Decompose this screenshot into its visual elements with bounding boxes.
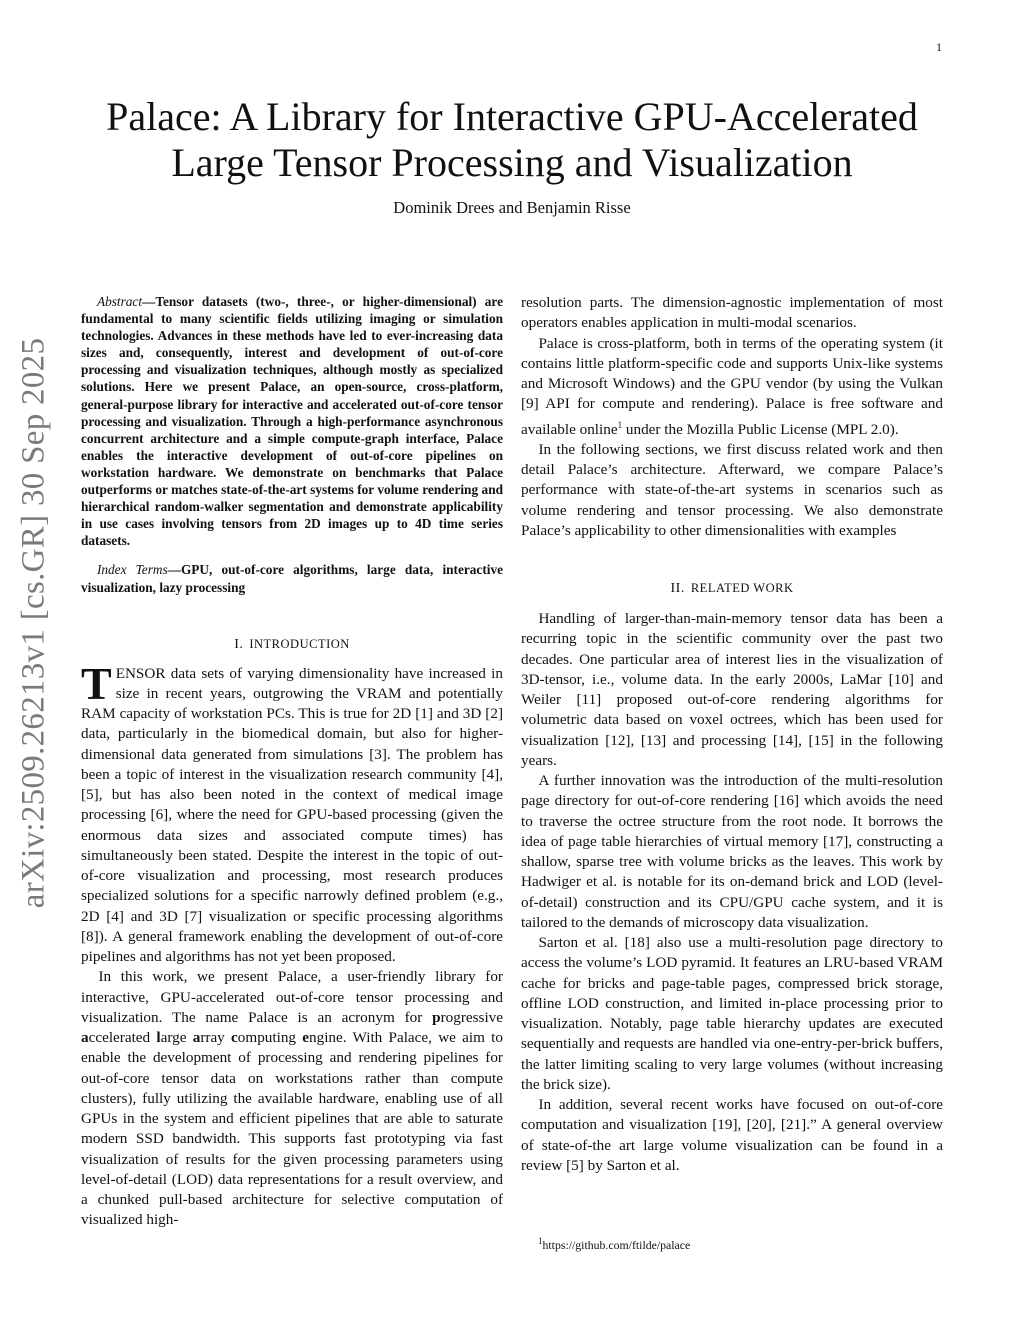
section-number: II.	[670, 581, 685, 597]
arxiv-stamp: arXiv:2509.26213v1 [cs.GR] 30 Sep 2025	[15, 337, 52, 909]
left-column	[81, 293, 503, 1231]
section-title: INTRODUCTION	[249, 636, 350, 651]
abstract-text: —Tensor datasets (two-, three-, or higher-dimensional) are fundamental to many scientific fields utilizing imaging or simulation technologies. Advances in these methods have led to ever-increasing data sizes and, consequently, interest and development of out-of-core processing and visualization techniques, although mostly as specialized solutions. Here we present Palace, an open-source, cross-platform, general-purpose library for interactive and accelerated out-of-core tensor processing and visualization. Through a high-performance asynchronous concurrent architecture and a simple compute-graph interface, Palace enables the interactive development of out-of-core pipelines on workstation hardware. We demonstrate on benchmarks that Palace outperforms or matches state-of-the-art systems for volume rendering and hierarchical random-walker segmentation and demonstrate applicability in use cases involving tensors from 2D images up to 4D time series datasets.	[81, 294, 503, 549]
intro-paragraph-4: In the following sections, we first discuss related work and then detail Palace’s architecture. Afterward, we compare Palace’s performance with state-of-the-art systems in scenarios such as volume rendering and tensor processing. We also demonstrate Palace’s applicability to other dimensionalities with examples	[521, 440, 943, 539]
right-column	[521, 293, 943, 1176]
title-line-2: Large Tensor Processing and Visualization	[171, 140, 853, 185]
related-paragraph-2: A further innovation was the introduction of the multi-resolution page directory for out-of-core rendering [16] which avoids the need to traverse the octree structure from the root node. It borrows the idea of page table hierarchies of virtual memory [17], constructing a shallow, sparse tree with volume bricks as the leaves. This work by Hadwiger et al. is notable for its on-demand brick and LOD (level-of-detail) construction and its CPU/GPU cache system, and it is tailored to the demands of microscopy data visualization.	[521, 772, 943, 931]
index-terms	[81, 561, 503, 595]
acronym-a: accelerated	[81, 1029, 157, 1047]
intro-paragraph-3	[521, 334, 943, 440]
intro-paragraph-2-text: In this work, we present Palace, a user-friendly library for interactive, GPU-accelerated out-of-core tensor processing and visualization. The name Palace is an acronym for	[81, 968, 503, 1026]
section-heading-related-work	[521, 581, 943, 597]
abstract-label: Abstract	[96, 294, 143, 309]
acronym-p: progressive	[432, 1008, 503, 1026]
intro-paragraph-3-text: Palace is cross-platform, both in terms of the operating system (it contains little platform-specific code and supports Unix-like systems and Microsoft Windows) and the GPU vendor (by using the Vulkan [9] API for compute and rendering). Palace is free software and available online	[521, 334, 943, 438]
title-line-1: Palace: A Library for Interactive GPU-Accelerated	[106, 94, 918, 139]
section-heading-introduction	[81, 637, 503, 653]
index-terms-text: —GPU, out-of-core algorithms, large data, interactive visualization, lazy processing	[81, 562, 503, 595]
footnote	[538, 1236, 690, 1253]
related-paragraph-4: In addition, several recent works have focused on out-of-core computation and visualization [19], [20], [21].” A general overview of state-of-the art large volume visualization can be found in a review [5] by Sarton et al.	[521, 1096, 943, 1174]
acronym-a2: array	[192, 1029, 232, 1047]
paper-title	[60, 94, 964, 186]
section-title: RELATED WORK	[690, 581, 794, 596]
page-number: 1	[936, 40, 942, 54]
footnote-mark: 1	[538, 1236, 543, 1246]
index-terms-label: Index Terms	[96, 562, 168, 578]
footnote-link[interactable]: https://github.com/ftilde/palace	[542, 1237, 691, 1252]
intro-paragraph-1	[81, 657, 503, 968]
intro-paragraph-2-cont: resolution parts. The dimension-agnostic implementation of most operators enables application in multi-modal scenarios.	[521, 294, 943, 332]
intro-paragraph-3-text-end: under the Mozilla Public License (MPL 2.0).	[622, 420, 899, 438]
related-paragraph-3: Sarton et al. [18] also use a multi-resolution page directory to access the volume’s LOD pyramid. It features an LRU-based VRAM cache for bricks and page-table pages, compressed brick storage, offline LOD construction, and limited in-place processing prior to visualization. Notably, page table hierarchy updates are executed sequentially and requests are handled via one-entry-per-brick buffers, the latter limiting scaling to very large volumes (without increasing the brick size).	[521, 934, 943, 1093]
acronym-c: computing	[231, 1029, 303, 1047]
authors: Dominik Drees and Benjamin Risse	[393, 198, 631, 217]
acronym-l: large	[156, 1029, 193, 1047]
intro-paragraph-2	[81, 967, 503, 1230]
intro-paragraph-1-text: ENSOR data sets of varying dimensionality have increased in size in recent years, outgrowing the VRAM and potentially RAM capacity of workstation PCs. This is true for 2D [1] and 3D [2] data, particularly in the biomedical domain, but also for higher-dimensional data generated from simulations [3]. The problem has been a topic of interest in the visualization research community [4], [5], but has also been noted in the context of medical image processing [6], where the need for GPU-based processing (given the enormous data sizes and associated compute times) has simultaneously been stated. Despite the interest in the topic of out-of-core visualization and processing, most research produces specialized solutions for a specific narrowly defined problem (e.g., 2D [4] and 3D [7] visualization or specific processing algorithms [8]). A general framework enabling the development of out-of-core pipelines and algorithms has not yet been proposed.	[81, 664, 503, 966]
footnote-ref[interactable]: 1	[617, 419, 623, 430]
related-paragraph-1: Handling of larger-than-main-memory tensor data has been a recurring topic in the scientific community over the past two decades. One particular area of interest lies in the visualization of 3D-tensor, i.e., volume data. In the early 2000s, LaMar [10] and Weiler [11] proposed out-of-core rendering algorithms for volumetric data based on voxel octrees, which has been used for visualization [12], [13] and processing [14], [15] in the following years.	[521, 610, 943, 769]
abstract	[81, 293, 503, 549]
drop-cap: T	[81, 657, 112, 709]
acronym-e: engine	[302, 1029, 343, 1047]
section-number: I.	[234, 636, 244, 652]
intro-paragraph-2-text-end: . With Palace, we aim to enable the development of processing and rendering pipelines for out-of-core tensor data on workstations rather than compute clusters), fully utilizing the available hardware, enabling use of all GPUs in the system and efficient pipelines that are able to saturate modern SSD bandwidth. This supports fast prototyping via fast visualization of results for the given processing parameters using level-of-detail (LOD) data representations for a result overview, and a chunked pull-based architecture for selective computation of visualized high-	[81, 1029, 503, 1229]
